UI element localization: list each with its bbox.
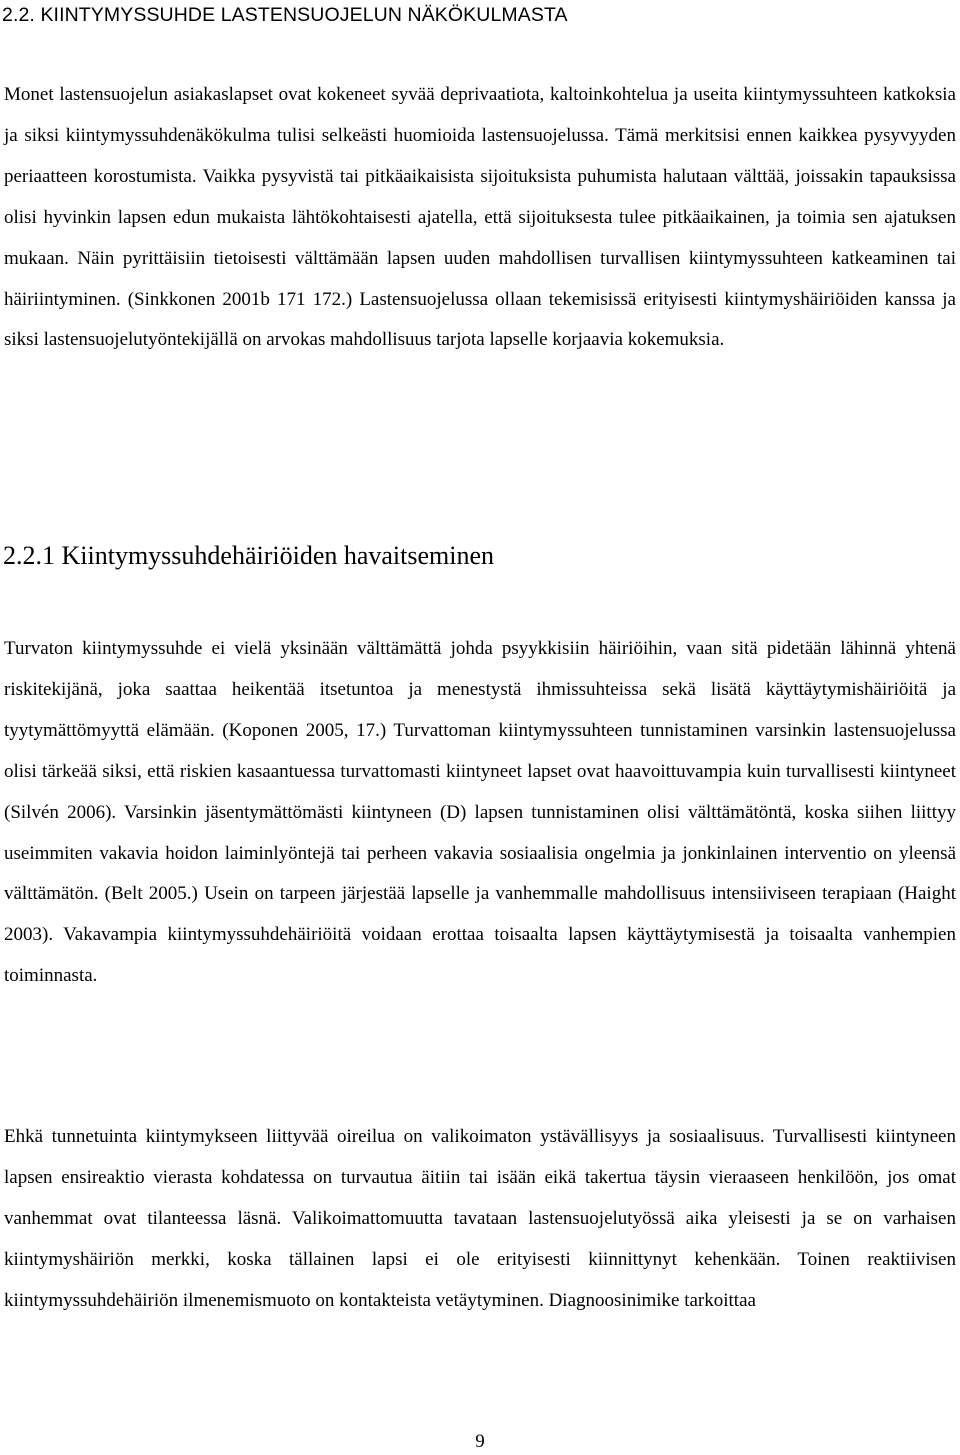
body-paragraph: Turvaton kiintymyssuhde ei vielä yksinään välttämättä johda psyykkisiin häiriöihin, vaan sitä pidetään lähinnä yhtenä riskitekijänä, joka saattaa heikentää itsetuntoa ja menestystä ihmissuhteissa sekä lisätä käyttäytymishäiriöitä ja tyytymättömyyttä elämään. (Koponen 2005, 17.) Turvattoman kiintymyssuhteen tunnistaminen varsinkin lastensuojelussa olisi tärkeää siksi, että riskien kasaantuessa turvattomasti kiintyneet lapset ovat haavoittuvampia kuin turvallisesti kiintyneet (Silvén 2006). Varsinkin jäsentymättömästi kiintyneen (D) lapsen tunnistaminen olisi välttämätöntä, koska siihen liittyy useimmiten vakavia hoidon laiminlyöntejä tai perheen vakavia sosiaalisia ongelmia ja jonkinlainen interventio on yleensä välttämätön. (Belt 2005.) Usein on tarpeen järjestää lapselle ja vanhemmalle mahdollisuus intensiiviseen terapiaan (Haight 2003). Vakavampia kiintymyssuhdehäiriöitä voidaan erottaa toisaalta lapsen käyttäytymisestä ja toisaalta vanhempien toiminnasta.	[4, 638, 956, 987]
body-paragraph: Monet lastensuojelun asiakaslapset ovat kokeneet syvää deprivaatiota, kaltoinkohtelua ja useita kiintymyssuhteen katkoksia ja siksi kiintymyssuhdenäkökulma tulisi selkeästi huomioida lastensuojelussa. Tämä merkitsisi ennen kaikkea pysyvyyden periaatteen korostumista. Vaikka pysyvistä tai pitkäaikaisista sijoituksista puhumista halutaan välttää, joissakin tapauksissa olisi hyvinkin lapsen edun mukaista lähtökohtaisesti ajatella, että sijoituksesta tulee pitkäaikainen, ja toimia sen ajatuksen mukaan. Näin pyrittäisiin tietoisesti välttämään lapsen uuden mahdollisen turvallisen kiintymyssuhteen katkeaminen tai häiriintyminen. (Sinkkonen 2001b 171 172.) Lastensuojelussa ollaan tekemisissä erityisesti kiintymyshäiriöiden kanssa ja siksi lastensuojelutyöntekijällä on arvokas mahdollisuus tarjota lapselle korjaavia kokemuksia.	[4, 84, 956, 351]
body-paragraph: Ehkä tunnetuinta kiintymykseen liittyvää oireilua on valikoimaton ystävällisyys ja sosiaalisuus. Turvallisesti kiintyneen lapsen ensireaktio vierasta kohdatessa on turvautua äitiin tai isään eikä takertua täysin vieraaseen henkilöön, jos omat vanhemmat ovat tilanteessa läsnä. Valikoimattomuutta tavataan lastensuojelutyössä aika yleisesti ja se on varhaisen kiintymyshäiriön merkki, koska tällainen lapsi ei ole erityisesti kiinnittynyt kehenkään. Toinen reaktiivisen kiintymyssuhdehäiriön ilmenemismuoto on kontakteista vetäytyminen. Diagnoosinimike tarkoittaa	[4, 1126, 956, 1311]
page-number: 9	[475, 1431, 485, 1452]
subsection-heading: 2.2.1 Kiintymyssuhdehäiriöiden havaitseminen	[3, 541, 495, 570]
section-heading: 2.2. KIINTYMYSSUHDE LASTENSUOJELUN NÄKÖKULMASTA	[2, 4, 568, 26]
